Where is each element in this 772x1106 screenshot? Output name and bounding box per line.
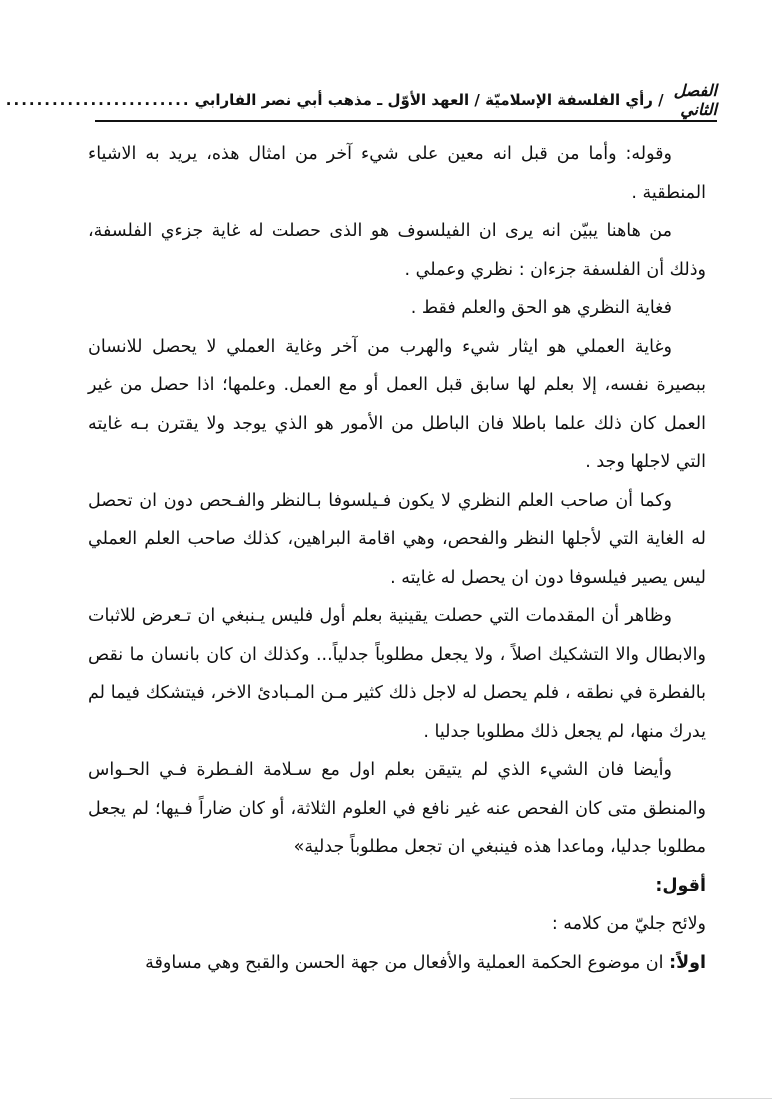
paragraph: من هاهنا يبيّن انه يرى ان الفيلسوف هو الذى حصلت له غاية جزءي الفلسفة، وذلك أن الفلسفة جزءان : نظري وعملي . [88, 221, 706, 280]
paragraph: وقوله: وأما من قبل انه معين على شيء آخر من امثال هذه، يريد به الاشياء المنطقية . [88, 144, 706, 203]
body-text [88, 135, 706, 982]
first-point-text: ان موضوع الحكمة العملية والأفعال من جهة الحسن والقبح وهي مساوقة [145, 952, 670, 973]
chapter-label: الفصل الثاني [673, 81, 717, 119]
first-point-lead: اولاً: [669, 952, 706, 973]
paragraph: وغاية العملي هو ايثار شيء والهرب من آخر وغاية العملي لا يحصل للانسان ببصيرة نفسه، إلا بعلم لها سابق قبل العمل أو مع العمل. وعلمها؛ اذا حصل من غير العمل كان ذلك علما باطلا فان الباطل من الأمور هو الذي يوجد ولا يقترن بـه غايته التي لاجلها وجد . [88, 336, 706, 472]
running-title: / رأي الفلسفة الإسلاميّة / العهد الأوّل ـ مذهب أبي نصر الفارابي [194, 91, 664, 109]
paragraph: وأيضا فان الشيء الذي لم يتيقن بعلم اول مع سـلامة الفـطرة فـي الحـواس والمنطق متى كان الفحص عنه غير نافع في العلوم الثلاثة، أو كان ضاراً فـيها؛ لم يجعل مطلوبا جدليا، وماعدا هذه فينبغي ان تجعل مطلوباً جدلية» [88, 760, 706, 857]
intro-line: ولائح جليّ من كلامه : [551, 914, 706, 934]
leader-dots: ........................ [5, 91, 191, 109]
paragraph: وكما أن صاحب العلم النظري لا يكون فـيلسوفا بـالنظر والفـحص دون ان تحصل له الغاية التي لأجلها النظر والفحص، وهي اقامة البراهين، كذلك صاحب العلم العملي ليس يصير فيلسوفا دون ان يحصل له غايته . [88, 490, 706, 588]
paragraph: فغاية النظري هو الحق والعلم فقط . [410, 298, 672, 318]
paragraph: وظاهر أن المقدمات التي حصلت يقينية بعلم أول فليس يـنبغي ان تـعرض للاثبات والابطال والا التشكيك اصلاً ، ولا يجعل مطلوباً جدلياً... وكذلك ان كان بانسان ما نقص بالفطرة في نطقه ، فلم يحصل له لاجل ذلك كثير مـن المـبادئ الاخر، فيتشكك فيما لم يدرك منها، لم يجعل ذلك مطلوبا جدليا . [88, 606, 706, 742]
first-point [88, 944, 706, 983]
scan-edge-line [510, 1098, 772, 1099]
page-number [0, 91, 2, 110]
running-header [5, 81, 717, 119]
section-heading: أقول: [655, 875, 706, 896]
header-rule [95, 120, 717, 122]
